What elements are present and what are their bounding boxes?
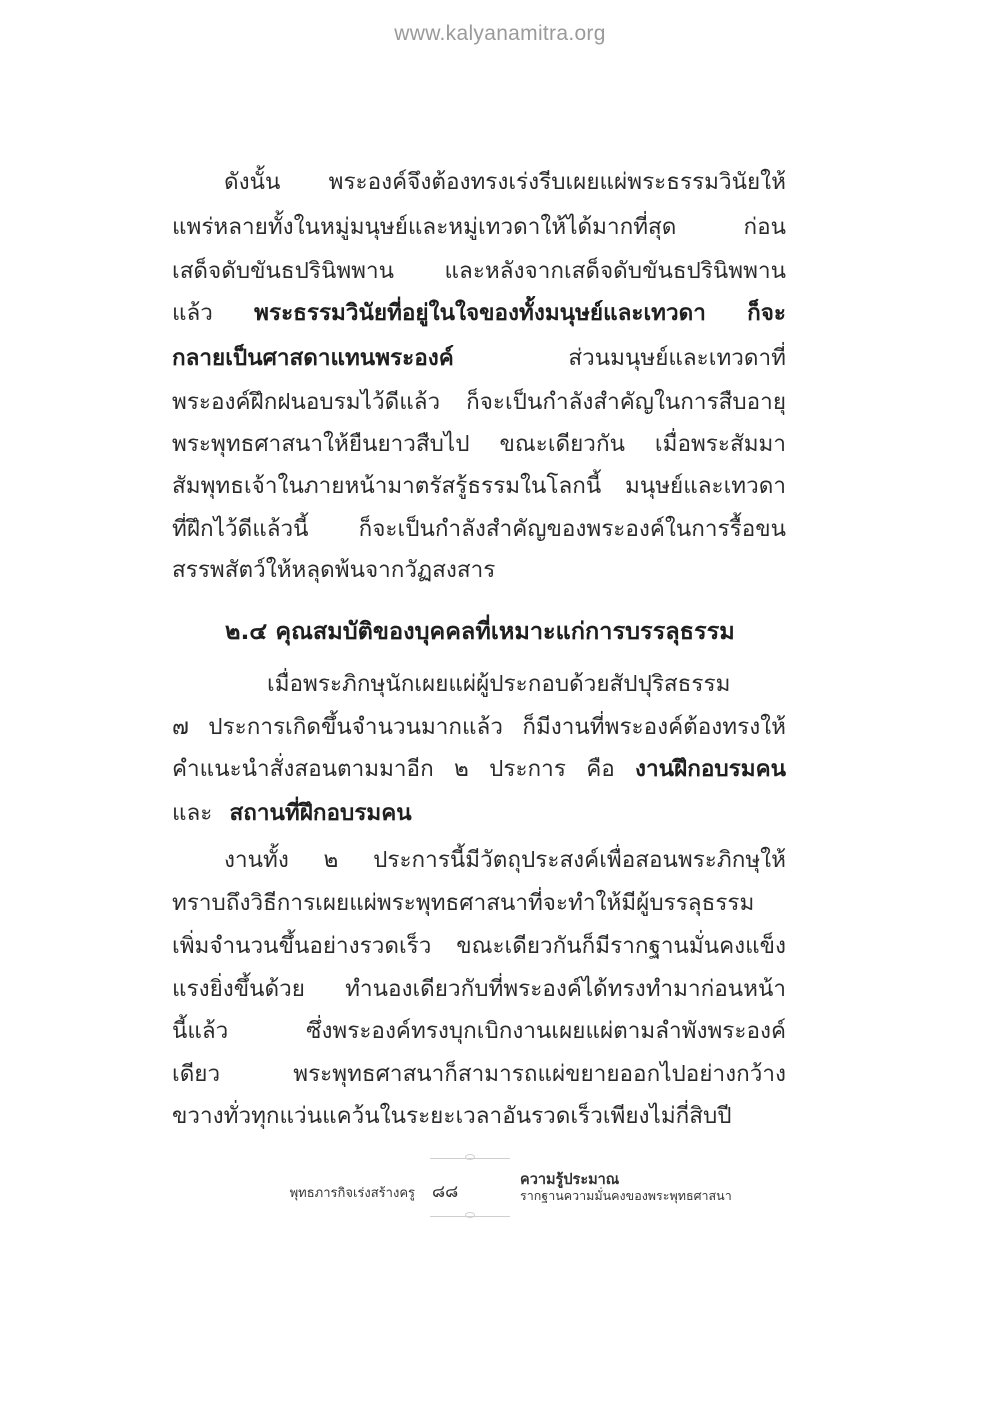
text-line: แล้ว พระธรรมวินัยที่อยู่ในใจของทั้งมนุษย์และเทวดา ก็จะ [172,300,786,326]
text-line: ๗ ประการเกิดขึ้นจำนวนมากแล้ว ก็มีงานที่พระองค์ต้องทรงให้ [172,714,786,740]
text-line: แพร่หลายทั้งในหมู่มนุษย์และหมู่เทวดาให้ได้มากที่สุด ก่อน [172,214,786,240]
text-line: แรงยิ่งขึ้นด้วย ทำนองเดียวกับที่พระองค์ได้ทรงทำมาก่อนหน้า [172,976,786,1002]
section-heading: ๒.๔ คุณสมบัติของบุคคลที่เหมาะแก่การบรรลุธรรม [225,617,735,645]
text-line: พระองค์ฝึกฝนอบรมไว้ดีแล้ว ก็จะเป็นกำลังสำคัญในการสืบอายุ [172,389,786,415]
page-footer [0,1150,1000,1230]
text-line: สรรพสัตว์ให้หลุดพ้นจากวัฏสงสาร [172,557,496,583]
text-line: กลายเป็นศาสดาแทนพระองค์ ส่วนมนุษย์และเทวดาที่ [172,345,786,371]
footer-ornament [465,1154,475,1160]
footer-section-title: ความรู้ประมาณ [520,1171,620,1188]
footer-section-subtitle: รากฐานความมั่นคงของพระพุทธศาสนา [520,1188,732,1203]
emphasis-text: งานฝึกอบรมคน [635,756,786,782]
page-number: ๘๘ [432,1182,459,1202]
text-line: ขวางทั่วทุกแว่นแคว้นในระยะเวลาอันรวดเร็วเพียงไม่กี่สิบปี [172,1103,732,1129]
text-line: เพิ่มจำนวนขึ้นอย่างรวดเร็ว ขณะเดียวกันก็มีรากฐานมั่นคงแข็ง [172,933,786,959]
text-line: ดังนั้น พระองค์จึงต้องทรงเร่งรีบเผยแผ่พระธรรมวินัยให้ [224,169,786,195]
emphasis-text: ก็จะ [747,300,786,326]
text-line: เดียว พระพุทธศาสนาก็สามารถแผ่ขยายออกไปอย่างกว้าง [172,1061,786,1087]
emphasis-text: กลายเป็นศาสดาแทนพระองค์ [172,345,454,371]
footer-ornament [465,1212,475,1218]
emphasis-text: พระธรรมวินัยที่อยู่ในใจของทั้งมนุษย์และเทวดา [254,300,706,326]
text-line: ที่ฝึกไว้ดีแล้วนี้ ก็จะเป็นกำลังสำคัญของพระองค์ในการรื้อขน [172,516,786,542]
text-line: เสด็จดับขันธปรินิพพาน และหลังจากเสด็จดับขันธปรินิพพาน [172,258,786,284]
text-line: คำแนะนำสั่งสอนตามมาอีก ๒ ประการ คือ งานฝึกอบรมคน [172,756,786,782]
text-line: พระพุทธศาสนาให้ยืนยาวสืบไป ขณะเดียวกัน เมื่อพระสัมมา [172,431,786,457]
emphasis-text: สถานที่ฝึกอบรมคน [229,800,412,826]
text-line: งานทั้ง ๒ ประการนี้มีวัตถุประสงค์เพื่อสอนพระภิกษุให้ [224,847,786,873]
text-line: สัมพุทธเจ้าในภายหน้ามาตรัสรู้ธรรมในโลกนี้ มนุษย์และเทวดา [172,473,786,499]
text-line: เมื่อพระภิกษุนักเผยแผ่ผู้ประกอบด้วยสัปปุริสธรรม [267,671,731,697]
text-line: ทราบถึงวิธีการเผยแผ่พระพุทธศาสนาที่จะทำให้มีผู้บรรลุธรรม [172,890,755,916]
watermark-url: www.kalyanamitra.org [394,22,606,45]
footer-book-title: พุทธภารกิจเร่งสร้างครู [289,1186,415,1201]
text-line: นี้แล้ว ซึ่งพระองค์ทรงบุกเบิกงานเผยแผ่ตามลำพังพระองค์ [172,1018,786,1044]
text-line: และ สถานที่ฝึกอบรมคน [172,800,412,826]
